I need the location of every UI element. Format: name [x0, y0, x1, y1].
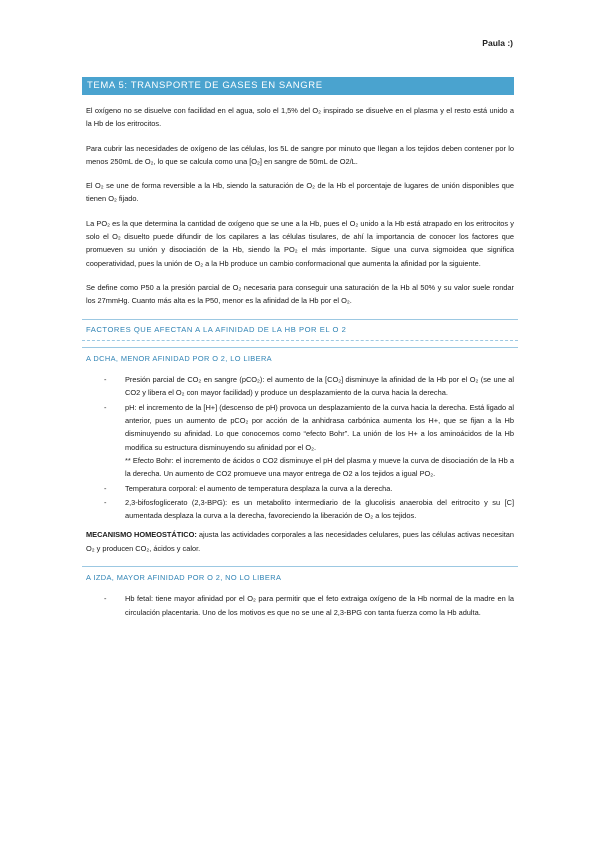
dash-bullet: - [104, 594, 107, 604]
subsection-heading: A DCHA, MENOR AFINIDAD POR O 2, LO LIBERA [82, 347, 518, 369]
list-item-text: Temperatura corporal: el aumento de temperatura desplaza la curva a la derecha. [125, 483, 393, 493]
paragraph: El oxígeno no se disuelve con facilidad en el agua, solo el 1,5% del O₂ inspirado se disuelve en el plasma y el resto está unido a la Hb de los eritrocitos. [86, 106, 514, 129]
factor-list [86, 592, 514, 619]
paragraph: Se define como P50 a la presión parcial de O₂ necesaria para conseguir una saturación de la Hb al 50% y su valor suele rondar los 27mmHg. Cuanto más alta es la P50, menor es la afinidad de la Hb por el O₂. [86, 282, 514, 306]
list-item [86, 401, 514, 481]
author-label: Paula :) [482, 38, 513, 48]
homeostatic-label: MECANISMO HOMEOSTÁTICO: [86, 530, 197, 540]
list-item [86, 373, 514, 400]
list-item [86, 592, 514, 619]
dash-bullet: - [104, 483, 107, 493]
factor-list [86, 373, 514, 522]
subsection-heading: A IZDA, MAYOR AFINIDAD POR O 2, NO LO LIBERA [82, 566, 518, 588]
paragraph: El O₂ se une de forma reversible a la Hb, siendo la saturación de O₂ de la Hb el porcentaje de lugares de unión disponibles que tienen O₂ fijado. [86, 181, 514, 204]
dash-bullet: - [104, 402, 107, 412]
page-title: TEMA 5: TRANSPORTE DE GASES EN SANGRE [82, 77, 514, 95]
list-item [86, 482, 514, 495]
paragraph: Para cubrir las necesidades de oxígeno de las células, los 5L de sangre por minuto que llegan a los tejidos deben contener por lo menos 250mL de O₂, lo que se calcula como una [O₂] en sangre de 50mL de O2/L. [86, 143, 514, 166]
list-item-text: Presión parcial de CO₂ en sangre (pCO₂): el aumento de la [CO₂] disminuye la afinidad de la Hb por el O₂ (se une al CO2 y libera el O₂ con mayor facilidad) y produce un desplazamiento de la curva hacia la derecha. [125, 375, 514, 398]
list-item [86, 496, 514, 523]
list-item-text: 2,3-bifosfoglicerato (2,3-BPG): es un metabolito intermediario de la glucolisis anaerobia del eritrocito y su [C] aumentada desplaza la curva a la derecha, favoreciendo la liberación de O₂ a los tejidos. [125, 497, 514, 521]
paragraph: La PO₂ es la que determina la cantidad de oxígeno que se une a la Hb, pues el O₂ unido a la Hb está atrapado en los eritrocitos y solo el O₂ disuelto puede difundir de los capilares a las células tisulares, de ahí la importancia de conocer los factores que promueven su unión y disociación de la Hb, siendo la PO₂ el más importante. Sigue una curva sigmoidea que significa cooperatividad, pues la unión de O₂ a la Hb produce un cambio conformacional que aumenta la afinidad por la siguiente. [86, 218, 514, 268]
section-heading: FACTORES QUE AFECTAN A LA AFINIDAD DE LA HB POR EL O 2 [82, 319, 518, 341]
list-item-text: pH: el incremento de la [H+] (descenso de pH) provoca un desplazamiento de la curva hacia la derecha. Está ligado al anterior, pues un aumento de pCO₂ por acción de la anhidrasa carbónica aumenta los H+, que se fijan a la Hb disminuyendo su afinidad. Lo que conocemos como “efecto Bohr”. La unión de los H+ a los aminoácidos de la Hb modifica su estructura disminuyendo su afinidad por el O₂. [125, 402, 514, 452]
dash-bullet: - [104, 497, 107, 507]
list-item-text: Hb fetal: tiene mayor afinidad por el O₂ para permitir que el feto extraiga oxígeno de la Hb normal de la madre en la circulación placentaria. Uno de los motivos es que no se une al 2,3-BPG con tanta fuerza como la Hb adulta. [125, 594, 514, 617]
homeostatic-text: ajusta las actividades corporales a las necesidades celulares, pues las células activas necesitan O₂ y producen CO₂, ácidos y calor. [86, 530, 515, 553]
bohr-note: ** Efecto Bohr: el incremento de ácidos o CO2 disminuye el pH del plasma y mueve la curva de disociación de la Hb a la derecha. Un aumento de CO2 promueve una mayor entrega de O2 a los tejidos a igual PO₂. [125, 455, 514, 479]
document-body [86, 104, 514, 625]
dash-bullet: - [104, 375, 107, 385]
homeostatic-paragraph [86, 528, 514, 555]
